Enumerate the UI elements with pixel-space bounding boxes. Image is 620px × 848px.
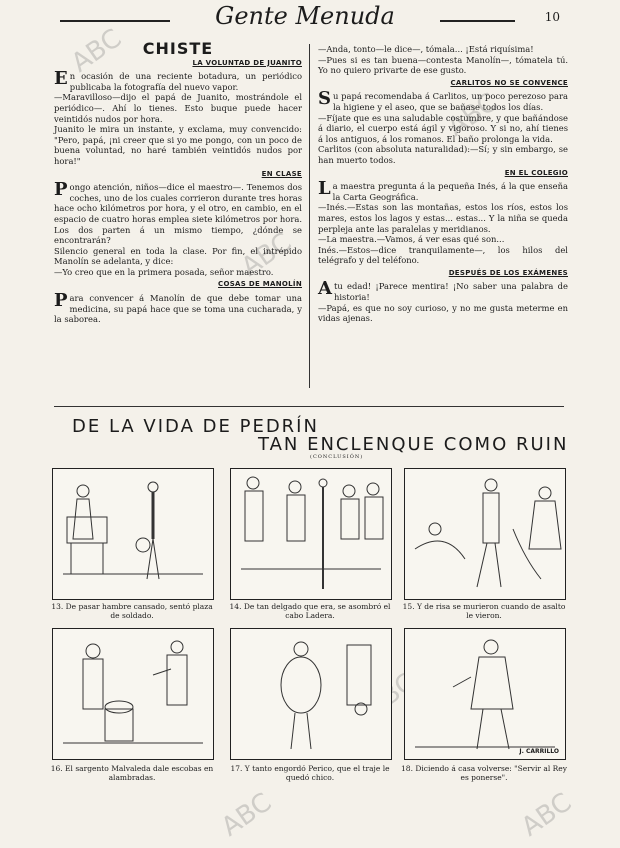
comic-subtitle: (CONCLUSIÓN) <box>310 454 364 460</box>
comic-caption-13: 13. De pasar hambre cansado, sentó plaza de soldado. <box>51 602 213 620</box>
comic-panel-16 <box>52 628 214 760</box>
paragraph: Juanito le mira un instante, y exclama, muy convencido: "Pero, papá, ¡ni creer que si yo me pongo, con un poco de buena voluntad, no haré también veintidós nudos por hora!" <box>54 124 302 166</box>
comic-caption-14: 14. De tan delgado que era, se asombró el cabo Ladera. <box>229 602 391 620</box>
sergeant-kitchen-illustration <box>53 629 213 759</box>
section-heading: LA VOLUNTAD DE JUANITO <box>192 58 302 67</box>
artist-signature: J. CARRILLO <box>519 748 559 755</box>
paragraph: —Maravilloso—dijo el papá de Juanito, mostrándole el periódico—. Ahí lo tienes. Esto buque puede hacer veintidós nudos por hora. <box>54 92 302 124</box>
section-heading: DESPUÉS DE LOS EXÁMENES <box>448 268 568 277</box>
comic-title: DE LA VIDA DE PEDRÍN <box>72 416 319 437</box>
paragraph: —Pues si es tan buena—contesta Manolín—, tómatela tú. Yo no quiero privarte de ese gusto. <box>318 54 568 76</box>
watermark: ABC <box>216 787 278 843</box>
comic-caption-16: 16. El sargento Malvaleda dale escobas en alambradas. <box>50 764 214 782</box>
paragraph: Pongo atención, niños—dice el maestro—. Tenemos dos coches, uno de los cuales corrieron durante tres horas hace ocho kilómetros por hora, y el otro, en cambio, en el espacio de cuatro horas emplea siete kilómetros por hora. Los dos parten á un mismo tiempo, ¿dónde se encontrarán? <box>54 179 302 246</box>
paragraph: Silencio general en toda la clase. Por fin, el intrépido Manolín se adelanta, y dice: <box>54 245 302 267</box>
comic-panel-18 <box>404 628 566 760</box>
section-heading: COSAS DE MANOLÍN <box>218 280 302 289</box>
masthead <box>60 2 560 38</box>
paragraph: —La maestra.—Vamos, á ver esas qué son... <box>318 234 505 245</box>
section-title: CHISTE <box>142 39 214 58</box>
masthead-title: Gente Menuda <box>215 2 395 30</box>
comic-panel-17 <box>230 628 392 760</box>
column-divider <box>309 44 310 388</box>
comic-title-line2: TAN ENCLENQUE COMO RUIN <box>258 434 569 455</box>
paragraph: —Yo creo que en la primera posada, señor maestro. <box>54 266 274 277</box>
comic-caption-15: 15. Y de risa se murieron cuando de asalto le vieron. <box>402 602 566 620</box>
section-heading: EN CLASE <box>261 169 302 178</box>
watermark: ABC <box>66 23 128 79</box>
soldier-leaving-illustration <box>405 629 565 759</box>
paragraph: Carlitos (con absoluta naturalidad):—Sí; y sin embargo, se han muerto todos. <box>318 144 568 165</box>
paragraph: —Papá, es que no soy curioso, y no me gusta meterme en vidas ajenas. <box>318 302 568 324</box>
paragraph: Su papá recomendaba á Carlitos, un poco perezoso para la higiene y el aseo, que se bañase todos los días. <box>318 88 568 112</box>
watermark: ABC <box>236 227 298 283</box>
masthead-rule-right <box>440 20 515 22</box>
comic-caption-17: 17. Y tanto engordó Perico, que el traje le quedó chico. <box>230 764 390 782</box>
section-heading: CARLITOS NO SE CONVENCE <box>450 78 568 87</box>
section-heading: EN EL COLEGIO <box>504 168 568 177</box>
paragraph: Inés.—Estos—dice tranquilamente—, los hilos del telégrafo y del teléfono. <box>318 244 568 266</box>
laughing-soldiers-illustration <box>405 469 565 599</box>
soldier-office-illustration <box>53 469 213 599</box>
comic-panel-15 <box>404 468 566 600</box>
page-number: 10 <box>544 10 560 24</box>
comic-panel-14 <box>230 468 392 600</box>
comic-caption-18: 18. Diciendo á casa volverse: "Servir al Rey es ponerse". <box>401 764 567 782</box>
paragraph: En ocasión de una reciente botadura, un periódico publicaba la fotografía del nuevo vapor. <box>54 68 302 92</box>
paragraph: —Fíjate que es una saludable costumbre, y que bañándose á diario, el cuerpo está ágil y vigoroso. Y si no, ahí tienes á los antiguos, á los romanos. El baño prolonga la vida. <box>318 112 568 144</box>
comic-panel-13 <box>52 468 214 600</box>
left-column <box>54 39 302 325</box>
paragraph: Para convencer á Manolín de que debe tomar una medicina, su papá hace que se toma una cucharada, y la saborea. <box>54 290 302 325</box>
paragraph: —Anda, tonto—le dice—, tómala... ¡Está riquísima! <box>318 44 534 54</box>
fat-soldier-illustration <box>231 629 391 759</box>
right-column <box>318 44 568 324</box>
paragraph: —Inés.—Estas son las montañas, estos los ríos, estos los mares, estos los lagos y estas... estas... Y la niña se queda perpleja ante las paralelas y meridianos. <box>318 202 568 234</box>
watermark: ABC <box>516 787 578 843</box>
watermark: ABC <box>442 87 504 143</box>
masthead-rule-left <box>60 20 170 22</box>
paragraph: La maestra pregunta á la pequeña Inés, á la que enseña la Carta Geográfica. <box>318 178 568 202</box>
section-divider <box>54 406 564 407</box>
paragraph: Atu edad! ¡Parece mentira! ¡No saber una palabra de historia! <box>318 278 568 303</box>
soldiers-group-illustration <box>231 469 391 599</box>
